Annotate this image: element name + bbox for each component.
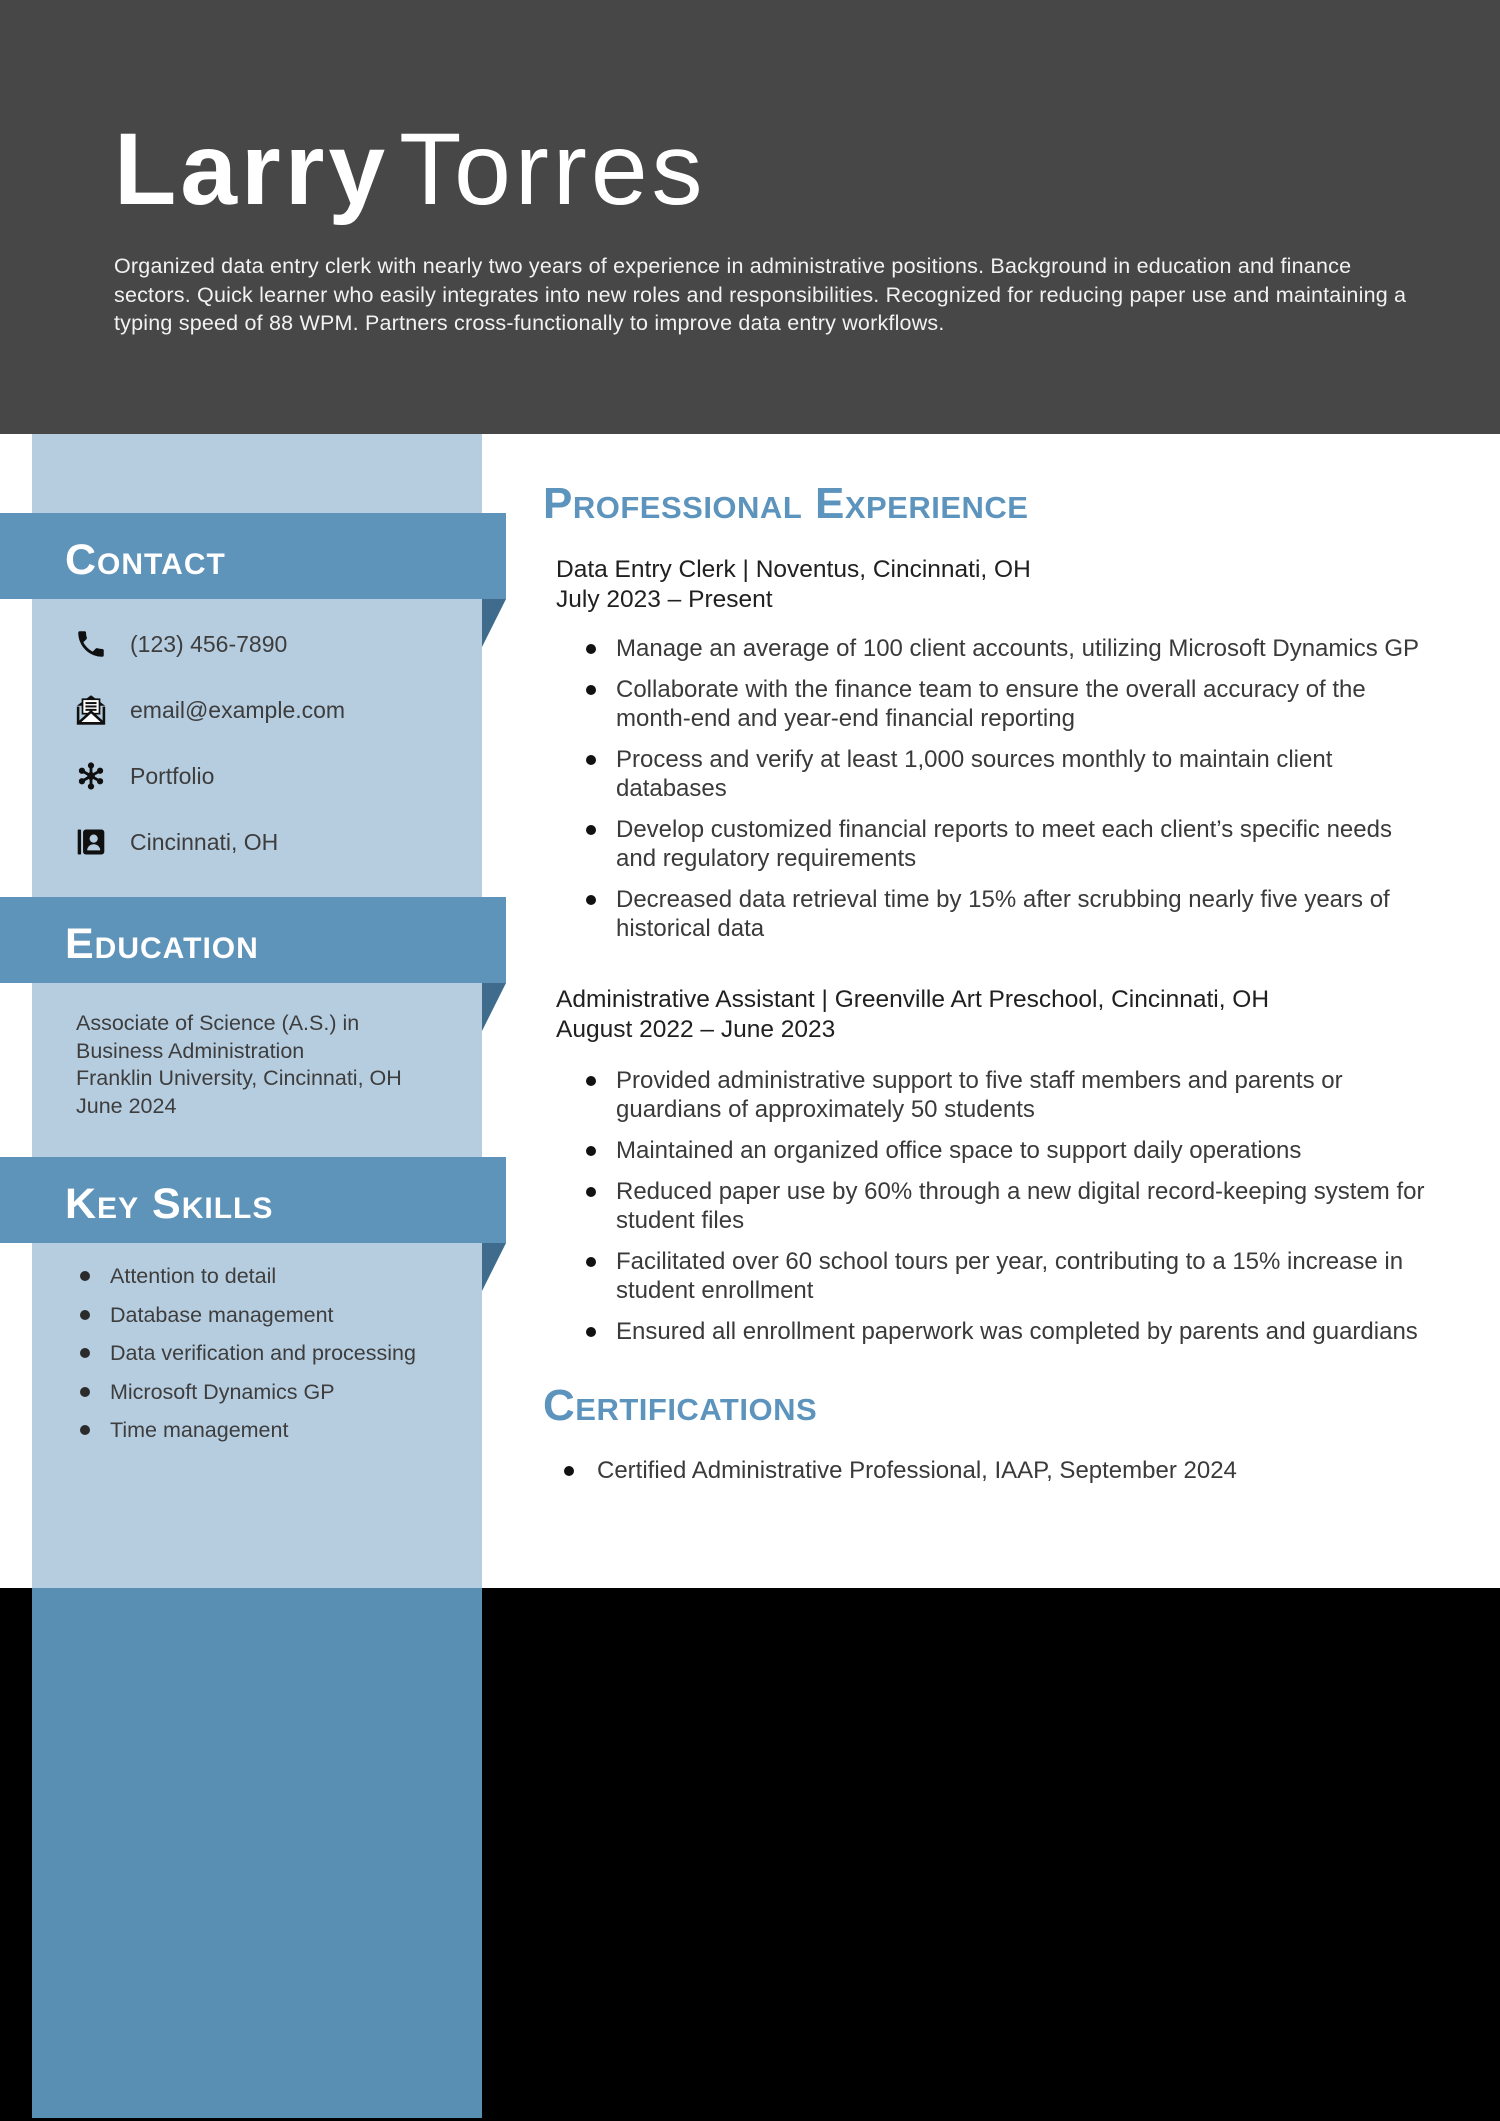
banner-fold [482, 599, 506, 647]
skill-item [80, 1340, 416, 1366]
education-school: Franklin University, Cincinnati, OH [76, 1066, 402, 1090]
skill-text: Database management [110, 1302, 334, 1327]
first-name: Larry [114, 112, 390, 226]
contact-text: (123) 456-7890 [130, 630, 288, 657]
last-name: Torres [399, 112, 707, 226]
bullet-dot [80, 1271, 90, 1281]
sidebar-bottom-column [32, 1588, 482, 2118]
skill-text: Data verification and processing [110, 1341, 416, 1365]
education-date: June 2024 [76, 1093, 177, 1118]
bullet-text: Collaborate with the finance team to ensure the overall accuracy of the month-end and year-end financial reporting [616, 676, 1366, 732]
bullet-item [585, 815, 1435, 873]
bullet-text: Facilitated over 60 school tours per year, contributing to a 15% increase in student enrollment [616, 1248, 1404, 1304]
job-dates: July 2023 – Present [556, 586, 773, 613]
skill-text: Attention to detail [110, 1264, 277, 1288]
job-title: Administrative Assistant | Greenville Art Preschool, Cincinnati, OH [556, 986, 1270, 1013]
summary-text: Organized data entry clerk with nearly two years of experience in administrative positions. Background in education and finance sectors. Quick learner who easily integrates into new roles and responsibilities. Recognized for reducing paper use and maintaining a typing speed of 88 WPM. Partners cross-functionally to improve data entry workflows. [114, 254, 1407, 335]
key-skills-section-banner [0, 1157, 506, 1243]
bullet-item [585, 675, 1435, 733]
job-1-bullet-list [585, 634, 1435, 955]
job-2-bullet-list [585, 1066, 1435, 1358]
skill-item [80, 1263, 416, 1289]
education-block [76, 1010, 446, 1120]
bullet-text: Decreased data retrieval time by 15% after scrubbing nearly five years of historical data [616, 886, 1390, 942]
bullet-item [585, 1247, 1435, 1305]
bullet-item [563, 1456, 1413, 1485]
contact-list [74, 622, 345, 886]
banner-fold [482, 983, 506, 1031]
banner-fold [482, 1243, 506, 1291]
bullet-item [585, 1066, 1435, 1124]
skill-item [80, 1302, 416, 1328]
education-section-banner [0, 897, 506, 983]
bullet-item [585, 885, 1435, 943]
job-1-header [556, 555, 1031, 615]
contact-item [74, 754, 345, 798]
experience-section-title: Professional Experience [543, 479, 1029, 528]
bullet-text: Provided administrative support to five staff members and parents or guardians of approximately 50 students [616, 1067, 1343, 1123]
key-skills-section-title: Key Skills [65, 1179, 274, 1228]
job-title: Data Entry Clerk | Noventus, Cincinnati, OH [556, 556, 1031, 583]
contact-text: Cincinnati, OH [130, 828, 279, 855]
certifications-section-title: Certifications [543, 1381, 818, 1430]
bullet-item [585, 745, 1435, 803]
bullet-dot [80, 1425, 90, 1435]
skill-item [80, 1379, 416, 1405]
job-dates: August 2022 – June 2023 [556, 1016, 836, 1043]
bullet-item [585, 1317, 1435, 1346]
email-icon [74, 691, 108, 729]
portfolio-icon [74, 757, 108, 795]
bullet-text: Develop customized financial reports to meet each client’s specific needs and regulatory requirements [616, 816, 1392, 872]
education-section-title: Education [65, 919, 259, 968]
bullet-dot [80, 1387, 90, 1397]
contact-text: Portfolio [130, 762, 215, 789]
contact-item [74, 820, 345, 864]
header [0, 0, 1500, 434]
bullet-item [585, 634, 1435, 663]
skill-item [80, 1417, 416, 1443]
bullet-text: Ensured all enrollment paperwork was completed by parents and guardians [616, 1318, 1418, 1345]
skills-list [80, 1263, 416, 1456]
bullet-text: Certified Administrative Professional, IAAP, September 2024 [597, 1457, 1237, 1484]
education-degree: Associate of Science (A.S.) in Business Administration [76, 1011, 360, 1063]
location-icon [74, 823, 108, 861]
bullet-text: Process and verify at least 1,000 sources monthly to maintain client databases [616, 746, 1333, 802]
contact-item [74, 622, 345, 666]
phone-icon [74, 625, 108, 663]
job-2-header [556, 985, 1269, 1045]
skill-text: Microsoft Dynamics GP [110, 1379, 335, 1404]
contact-section-banner [0, 513, 506, 599]
bullet-item [585, 1136, 1435, 1165]
bullet-dot [80, 1348, 90, 1358]
bullet-dot [80, 1310, 90, 1320]
bullet-text: Maintained an organized office space to support daily operations [616, 1137, 1302, 1164]
contact-section-title: Contact [65, 535, 226, 584]
contact-item [74, 688, 345, 732]
person-name [114, 112, 707, 226]
contact-text: email@example.com [130, 696, 346, 723]
bullet-text: Reduced paper use by 60% through a new digital record-keeping system for student files [616, 1178, 1425, 1234]
skill-text: Time management [110, 1418, 289, 1442]
certifications-list [563, 1456, 1413, 1497]
bullet-item [585, 1177, 1435, 1235]
bullet-text: Manage an average of 100 client accounts, utilizing Microsoft Dynamics GP [616, 635, 1420, 662]
